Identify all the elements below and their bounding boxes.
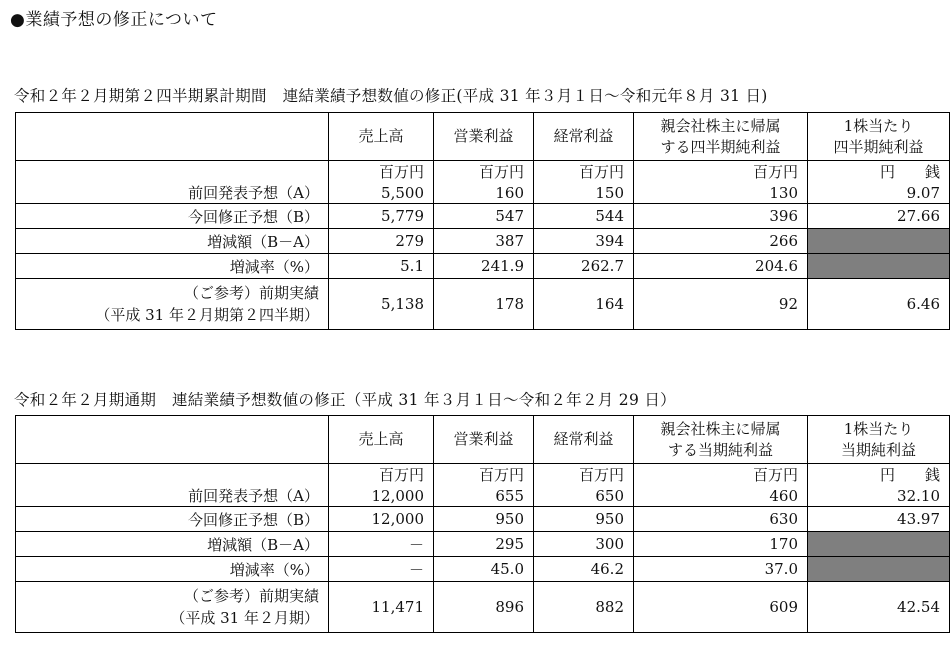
shaded-cell <box>808 532 950 557</box>
row-label: 今回修正予想（B） <box>16 204 329 229</box>
value-cell: 609 <box>634 582 808 633</box>
value-cell: 164 <box>534 279 634 330</box>
forecast-table-full-year <box>15 415 950 633</box>
value-cell: 5,779 <box>329 204 434 229</box>
value-cell: 11,471 <box>329 582 434 633</box>
value-cell: 12,000 <box>329 507 434 532</box>
row-label: 今回修正予想（B） <box>16 507 329 532</box>
header-row <box>16 416 950 464</box>
value-cell: 544 <box>534 204 634 229</box>
value-cell: 387 <box>434 229 534 254</box>
value-cell: 5,500 <box>329 182 434 204</box>
value-cell: 5,138 <box>329 279 434 330</box>
table-row-reference <box>16 582 950 633</box>
value-cell: 655 <box>434 485 534 507</box>
value-cell: 896 <box>434 582 534 633</box>
header-operating-income: 営業利益 <box>434 113 534 161</box>
header-sales: 売上高 <box>329 416 434 464</box>
row-label: 増減率（%） <box>16 557 329 582</box>
unit-cell: 百万円 <box>329 464 434 486</box>
row-label: 増減額（B－A） <box>16 229 329 254</box>
unit-cell: 円 銭 <box>808 161 950 183</box>
value-cell: 178 <box>434 279 534 330</box>
table2-caption: 令和２年２月期通期 連結業績予想数値の修正（平成 31 年３月１日～令和２年２月 29 日） <box>14 391 676 409</box>
unit-cell: 百万円 <box>534 161 634 183</box>
value-cell: 12,000 <box>329 485 434 507</box>
value-cell: 650 <box>534 485 634 507</box>
unit-cell: 百万円 <box>434 464 534 486</box>
section-heading: ●業績予想の修正について <box>10 10 218 30</box>
table-row <box>16 485 950 507</box>
header-operating-income: 営業利益 <box>434 416 534 464</box>
forecast-table-q2 <box>15 112 950 330</box>
value-cell: 37.0 <box>634 557 808 582</box>
value-cell: 46.2 <box>534 557 634 582</box>
row-label: （ご参考）前期実績 （平成 31 年２月期第２四半期） <box>16 279 329 330</box>
value-cell: 950 <box>434 507 534 532</box>
value-cell: 45.0 <box>434 557 534 582</box>
value-cell: 6.46 <box>808 279 950 330</box>
unit-blank <box>16 464 329 486</box>
value-cell: 42.54 <box>808 582 950 633</box>
value-cell: 460 <box>634 485 808 507</box>
row-label: （ご参考）前期実績 （平成 31 年２月期） <box>16 582 329 633</box>
shaded-cell <box>808 229 950 254</box>
table-row <box>16 182 950 204</box>
table-row <box>16 557 950 582</box>
row-label: 増減率（%） <box>16 254 329 279</box>
header-blank <box>16 113 329 161</box>
unit-cell: 百万円 <box>634 464 808 486</box>
row-label: 前回発表予想（A） <box>16 182 329 204</box>
value-cell: 262.7 <box>534 254 634 279</box>
value-cell: 396 <box>634 204 808 229</box>
value-cell: 150 <box>534 182 634 204</box>
table-row <box>16 532 950 557</box>
header-ordinary-income: 経常利益 <box>534 416 634 464</box>
shaded-cell <box>808 557 950 582</box>
unit-cell: 円 銭 <box>808 464 950 486</box>
value-cell: 27.66 <box>808 204 950 229</box>
unit-cell: 百万円 <box>634 161 808 183</box>
value-cell: 279 <box>329 229 434 254</box>
unit-cell: 百万円 <box>534 464 634 486</box>
header-net-income: 親会社株主に帰属 する四半期純利益 <box>634 113 808 161</box>
table-row <box>16 507 950 532</box>
header-sales: 売上高 <box>329 113 434 161</box>
value-cell: 295 <box>434 532 534 557</box>
value-cell: 160 <box>434 182 534 204</box>
value-cell: － <box>329 557 434 582</box>
unit-blank <box>16 161 329 183</box>
value-cell: 204.6 <box>634 254 808 279</box>
unit-cell: 百万円 <box>329 161 434 183</box>
value-cell: 32.10 <box>808 485 950 507</box>
header-row <box>16 113 950 161</box>
value-cell: 394 <box>534 229 634 254</box>
value-cell: 241.9 <box>434 254 534 279</box>
header-eps: 1株当たり 当期純利益 <box>808 416 950 464</box>
header-net-income: 親会社株主に帰属 する当期純利益 <box>634 416 808 464</box>
value-cell: 130 <box>634 182 808 204</box>
value-cell: 547 <box>434 204 534 229</box>
value-cell: 170 <box>634 532 808 557</box>
unit-row <box>16 161 950 183</box>
value-cell: － <box>329 532 434 557</box>
table-row-reference <box>16 279 950 330</box>
value-cell: 92 <box>634 279 808 330</box>
header-eps: 1株当たり 四半期純利益 <box>808 113 950 161</box>
value-cell: 43.97 <box>808 507 950 532</box>
value-cell: 266 <box>634 229 808 254</box>
value-cell: 630 <box>634 507 808 532</box>
value-cell: 5.1 <box>329 254 434 279</box>
unit-row <box>16 464 950 486</box>
table-row <box>16 229 950 254</box>
unit-cell: 百万円 <box>434 161 534 183</box>
table1-caption: 令和２年２月期第２四半期累計期間 連結業績予想数値の修正(平成 31 年３月１日～令和元年８月 31 日) <box>14 87 768 105</box>
row-label: 増減額（B－A） <box>16 532 329 557</box>
table-row <box>16 254 950 279</box>
table-row <box>16 204 950 229</box>
header-blank <box>16 416 329 464</box>
header-ordinary-income: 経常利益 <box>534 113 634 161</box>
value-cell: 882 <box>534 582 634 633</box>
value-cell: 300 <box>534 532 634 557</box>
value-cell: 950 <box>534 507 634 532</box>
shaded-cell <box>808 254 950 279</box>
value-cell: 9.07 <box>808 182 950 204</box>
row-label: 前回発表予想（A） <box>16 485 329 507</box>
